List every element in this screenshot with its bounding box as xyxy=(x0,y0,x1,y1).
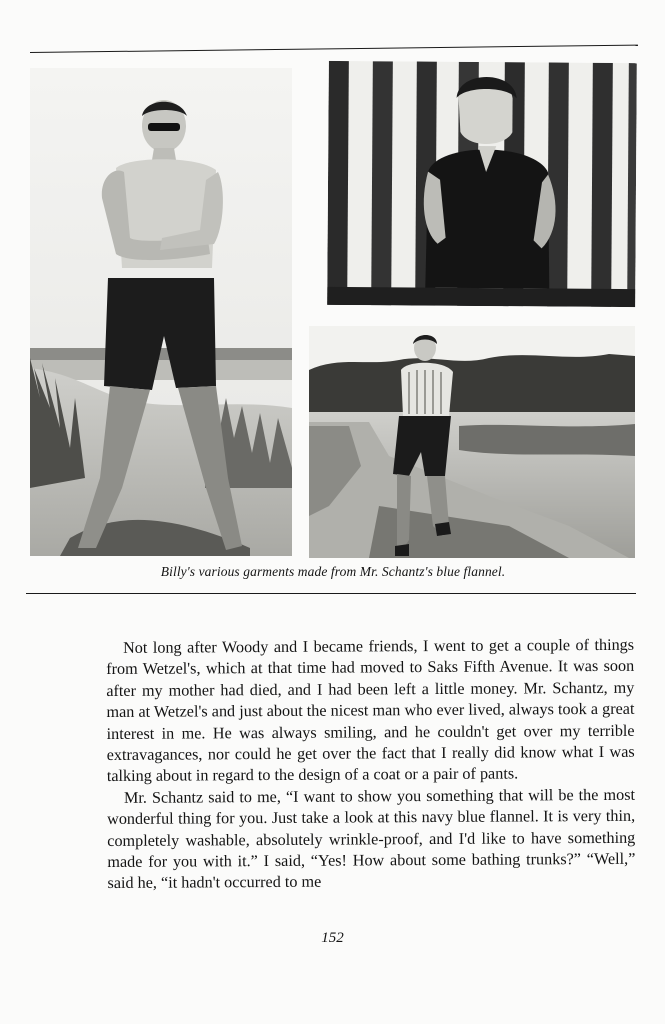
photo-beach-dunes xyxy=(30,68,292,556)
body-text xyxy=(106,635,636,895)
photo-striped-backdrop-image xyxy=(327,61,637,307)
paragraph-2: Mr. Schantz said to me, “I want to show you something that will be the most wonderful thing for you. Just take a look at this navy blue flannel. It is very thin, completely washable, absolutely wrinkle-proof, and I'd like to have something made for you with it.” I said, “Yes! How about some bathing trunks?” “Well,” said he, “it hadn't occurred to me xyxy=(107,785,636,893)
photo-rocky-shore xyxy=(309,326,635,558)
paragraph-1: Not long after Woody and I became friends, I went to get a couple of things from Wetzel's, which at that time had moved to Saks Fifth Avenue. It was soon after my mother had died, and I had been left a little money. Mr. Schantz, my man at Wetzel's and just about the nicest man who ever lived, always took a great interest in me. He was always smiling, and he couldn't get over my terrible extravagances, nor could he get over the fact that I really did know what I was talking about in regard to the design of a coat or a pair of pants. xyxy=(106,635,635,786)
top-rule xyxy=(30,45,638,53)
page-number: 152 xyxy=(321,930,344,946)
photo-rocky-shore-image xyxy=(309,326,635,558)
bottom-rule xyxy=(26,593,636,594)
photo-beach-dunes-image xyxy=(30,68,292,556)
photo-striped-backdrop xyxy=(327,61,637,307)
figure-caption: Billy's various garments made from Mr. Schantz's blue flannel. xyxy=(160,564,506,579)
